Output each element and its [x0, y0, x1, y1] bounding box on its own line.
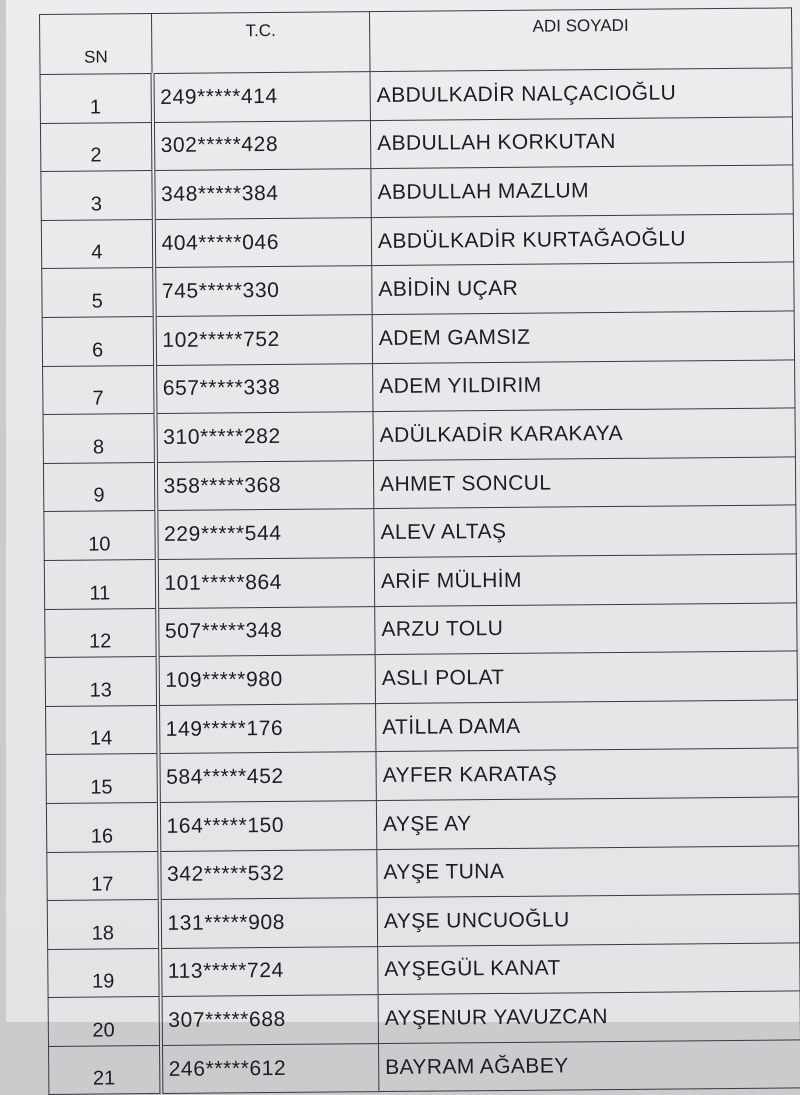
table-row [43, 359, 795, 414]
full-name-cell: ABDULKADİR NALÇACIOĞLU [370, 68, 792, 120]
name-list-table [39, 7, 800, 1095]
tc-number-cell: 507*****348 [157, 606, 375, 656]
table-row [46, 748, 798, 803]
table-row [47, 845, 799, 900]
full-name-cell: ADÜLKADİR KARAKAYA [373, 408, 795, 460]
tc-number-cell: 102*****752 [154, 315, 372, 365]
row-number-cell: 21 [49, 1045, 161, 1095]
row-number-cell: 17 [47, 851, 159, 901]
table-row [44, 554, 796, 609]
row-number-cell: 15 [46, 754, 158, 804]
row-number-cell: 13 [45, 657, 157, 707]
tc-number-cell: 164*****150 [158, 800, 376, 850]
table-row [40, 68, 792, 123]
header-row [40, 8, 792, 75]
header-name: ADI SOYADI [369, 8, 792, 72]
table-row [45, 651, 797, 706]
table-row [47, 894, 799, 949]
row-number-cell: 19 [48, 948, 160, 998]
table-row [42, 262, 794, 317]
header-tc: T.C. [152, 12, 371, 74]
tc-number-cell: 149*****176 [158, 703, 376, 753]
table-row [41, 214, 793, 269]
row-number-cell: 11 [44, 559, 156, 609]
row-number-cell: 12 [45, 608, 157, 658]
tc-number-cell: 249*****414 [152, 72, 370, 122]
table-row [48, 991, 800, 1046]
tc-number-cell: 302*****428 [152, 120, 370, 170]
row-number-cell: 8 [43, 414, 155, 464]
tc-number-cell: 358*****368 [155, 460, 373, 510]
full-name-cell: ALEV ALTAŞ [374, 505, 796, 557]
tc-number-cell: 342*****532 [159, 849, 377, 899]
full-name-cell: ARİF MÜLHİM [374, 554, 796, 606]
tc-number-cell: 404*****046 [153, 217, 371, 267]
full-name-cell: ATİLLA DAMA [376, 700, 798, 752]
full-name-cell: AYŞE UNCUOĞLU [377, 894, 799, 946]
table-container [39, 7, 800, 1095]
tc-number-cell: 348*****384 [153, 169, 371, 219]
tc-number-cell: 246*****612 [161, 1043, 379, 1093]
table-row [48, 943, 800, 998]
full-name-cell: ADEM GAMSIZ [372, 311, 794, 363]
row-number-cell: 6 [42, 316, 154, 366]
row-number-cell: 7 [43, 365, 155, 415]
tc-number-cell: 745*****330 [154, 266, 372, 316]
header-sn: SN [40, 14, 153, 75]
full-name-cell: ABDÜLKADİR KURTAĞAOĞLU [371, 214, 793, 266]
row-number-cell: 3 [41, 171, 153, 221]
row-number-cell: 1 [40, 74, 152, 124]
row-number-cell: 5 [42, 268, 154, 318]
row-number-cell: 14 [46, 705, 158, 755]
full-name-cell: ABDULLAH MAZLUM [371, 165, 793, 217]
tc-number-cell: 101*****864 [156, 558, 374, 608]
full-name-cell: ASLI POLAT [375, 651, 797, 703]
row-number-cell: 20 [48, 997, 160, 1047]
table-body [40, 68, 800, 1095]
full-name-cell: AHMET SONCUL [373, 457, 795, 509]
row-number-cell: 2 [40, 122, 152, 172]
full-name-cell: ADEM YILDIRIM [373, 359, 795, 411]
row-number-cell: 18 [47, 900, 159, 950]
table-row [45, 602, 797, 657]
tc-number-cell: 109*****980 [157, 655, 375, 705]
table-row [46, 700, 798, 755]
full-name-cell: ABİDİN UÇAR [372, 262, 794, 314]
row-number-cell: 16 [46, 802, 158, 852]
table-row [40, 117, 792, 172]
tc-number-cell: 657*****338 [155, 363, 373, 413]
row-number-cell: 4 [41, 219, 153, 269]
full-name-cell: BAYRAM AĞABEY [378, 1040, 800, 1092]
full-name-cell: ABDULLAH KORKUTAN [370, 117, 792, 169]
table-row [43, 457, 795, 512]
table-row [44, 505, 796, 560]
table-row [43, 408, 795, 463]
table-row [46, 797, 798, 852]
table-row [49, 1040, 800, 1095]
full-name-cell: ARZU TOLU [375, 602, 797, 654]
full-name-cell: AYŞENUR YAVUZCAN [378, 991, 800, 1043]
table-row [42, 311, 794, 366]
row-number-cell: 9 [43, 462, 155, 512]
table-row [41, 165, 793, 220]
full-name-cell: AYŞE AY [376, 797, 798, 849]
tc-number-cell: 131*****908 [159, 898, 377, 948]
tc-number-cell: 584*****452 [158, 752, 376, 802]
row-number-cell: 10 [44, 511, 156, 561]
tc-number-cell: 310*****282 [155, 412, 373, 462]
full-name-cell: AYŞEGÜL KANAT [378, 943, 800, 995]
full-name-cell: AYFER KARATAŞ [376, 748, 798, 800]
paper-sheet [6, 0, 800, 1091]
tc-number-cell: 113*****724 [160, 946, 378, 996]
tc-number-cell: 229*****544 [156, 509, 374, 559]
full-name-cell: AYŞE TUNA [377, 845, 799, 897]
tc-number-cell: 307*****688 [160, 995, 378, 1045]
table-header [40, 8, 792, 75]
